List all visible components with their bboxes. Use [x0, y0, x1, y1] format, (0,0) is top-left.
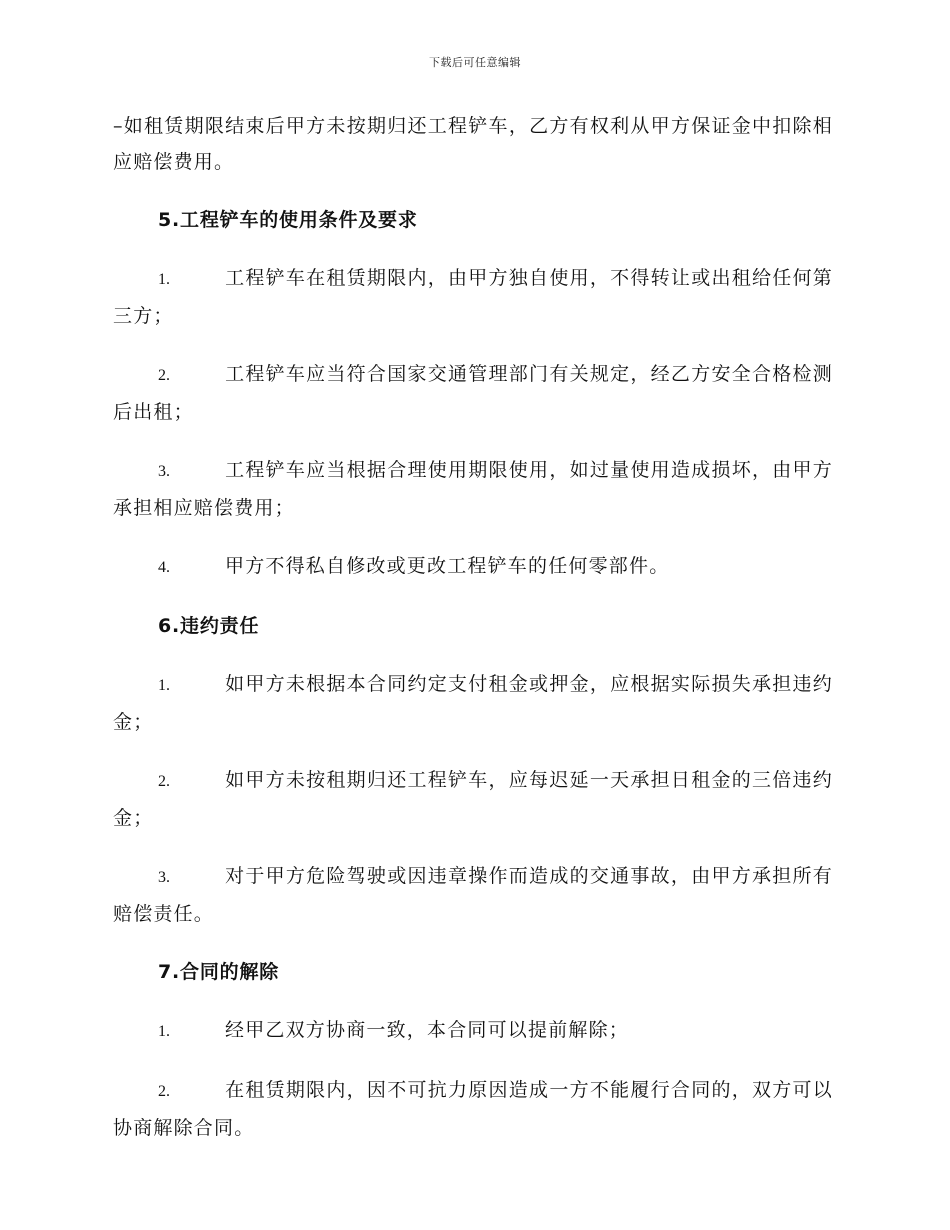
section-heading-6: 6.违约责任: [158, 615, 260, 637]
item-text: 经甲乙双方协商一致，本合同可以提前解除；: [225, 1019, 630, 1041]
item-text: 如甲方未按租期归还工程铲车，应每迟延一天承担日租金的三倍违约金；: [113, 769, 833, 829]
item-number: 2.: [158, 773, 170, 790]
item-number: 2.: [158, 1083, 170, 1100]
list-item: [113, 1072, 833, 1146]
section-heading-5: 5.工程铲车的使用条件及要求: [158, 209, 418, 231]
list-item: [113, 452, 833, 526]
item-text: 在租赁期限内，因不可抗力原因造成一方不能履行合同的，双方可以协商解除合同。: [113, 1079, 833, 1139]
item-text: 工程铲车应当符合国家交通管理部门有关规定，经乙方安全合格检测后出租；: [113, 363, 833, 423]
list-item: [113, 548, 833, 586]
page-header: 下载后可任意编辑: [429, 56, 521, 69]
list-item: [113, 260, 833, 334]
item-number: 3.: [158, 463, 170, 480]
list-item: [113, 1012, 833, 1050]
intro-paragraph: –如租赁期限结束后甲方未按期归还工程铲车，乙方有权利从甲方保证金中扣除相应赔偿费用。: [113, 115, 833, 173]
list-item: [113, 762, 833, 836]
item-text: 工程铲车应当根据合理使用期限使用，如过量使用造成损坏，由甲方承担相应赔偿费用；: [113, 459, 833, 519]
item-text: 工程铲车在租赁期限内，由甲方独自使用，不得转让或出租给任何第三方；: [113, 267, 833, 327]
item-number: 2.: [158, 367, 170, 384]
item-number: 4.: [158, 559, 170, 576]
item-number: 3.: [158, 869, 170, 886]
section-heading-7: 7.合同的解除: [158, 961, 280, 983]
item-text: 对于甲方危险驾驶或因违章操作而造成的交通事故，由甲方承担所有赔偿责任。: [113, 865, 833, 925]
item-text: 如甲方未根据本合同约定支付租金或押金，应根据实际损失承担违约金；: [113, 673, 833, 733]
list-item: [113, 666, 833, 740]
list-item: [113, 356, 833, 430]
document-body: [113, 108, 833, 1168]
list-item: [113, 858, 833, 932]
item-number: 1.: [158, 271, 170, 288]
item-number: 1.: [158, 1023, 170, 1040]
item-number: 1.: [158, 677, 170, 694]
item-text: 甲方不得私自修改或更改工程铲车的任何零部件。: [225, 555, 670, 577]
